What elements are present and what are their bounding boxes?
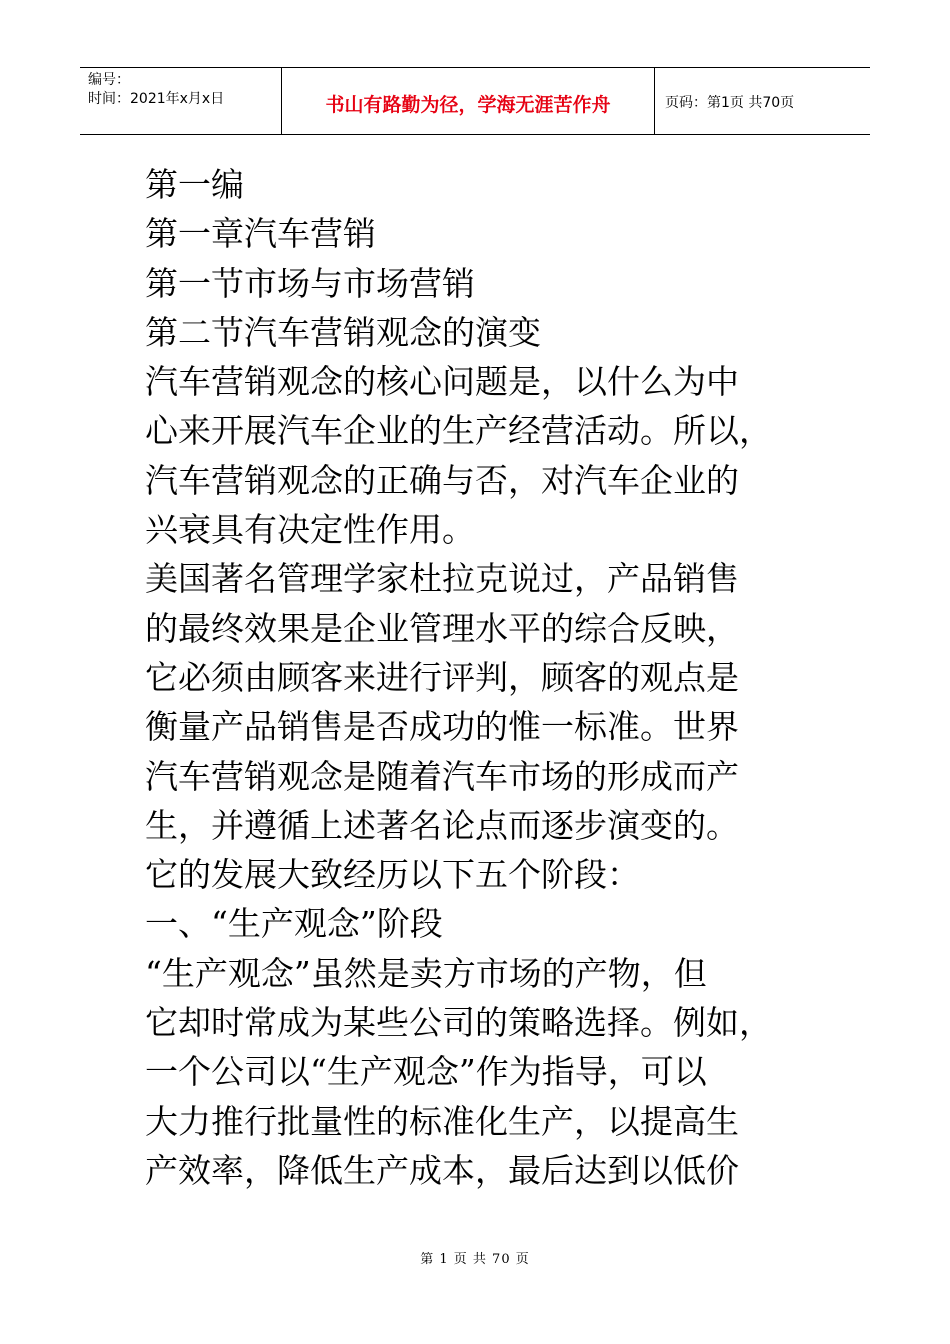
body-line: 的最终效果是企业管理水平的综合反映，: [145, 608, 739, 648]
heading-section-1: 第一节市场与市场营销: [145, 263, 475, 303]
document-body: [145, 160, 825, 1195]
body-line: 它必须由顾客来进行评判，顾客的观点是: [145, 657, 739, 697]
page-header: [80, 67, 870, 135]
body-line: 它的发展大致经历以下五个阶段：: [145, 855, 640, 895]
document-date: 时间：2021年x月x日: [88, 91, 225, 107]
header-motto: 书山有路勤为径，学海无涯苦作舟: [282, 68, 655, 134]
header-page-info: 页码：第1页 共70页: [665, 95, 795, 111]
body-line: 大力推行批量性的标准化生产，以提高生: [145, 1101, 739, 1141]
body-line: 心来开展汽车企业的生产经营活动。所以，: [145, 411, 772, 451]
body-line: 汽车营销观念的核心问题是，以什么为中: [145, 362, 739, 402]
document-number-label: 编号：: [88, 72, 130, 88]
heading-section-2: 第二节汽车营销观念的演变: [145, 312, 541, 352]
body-line: 衡量产品销售是否成功的惟一标准。世界: [145, 707, 739, 747]
heading-chapter: 第一章汽车营销: [145, 214, 376, 254]
body-line: 一个公司以“生产观念”作为指导，可以: [145, 1052, 707, 1092]
body-line: 生，并遵循上述著名论点而逐步演变的。: [145, 805, 739, 845]
body-line: 美国著名管理学家杜拉克说过，产品销售: [145, 559, 739, 599]
page-footer: 第 1 页 共 70 页: [420, 1252, 530, 1267]
body-line: “生产观念”虽然是卖方市场的产物，但: [145, 953, 707, 993]
body-line: 汽车营销观念是随着汽车市场的形成而产: [145, 756, 739, 796]
body-line: 汽车营销观念的正确与否，对汽车企业的: [145, 460, 739, 500]
body-line: 它却时常成为某些公司的策略选择。例如，: [145, 1003, 772, 1043]
heading-subsection-1: 一、“生产观念”阶段: [145, 904, 443, 944]
header-meta: [80, 68, 282, 134]
body-line: 兴衰具有决定性作用。: [145, 510, 475, 550]
heading-part: 第一编: [145, 165, 244, 204]
body-line: 产效率，降低生产成本，最后达到以低价: [145, 1150, 739, 1190]
